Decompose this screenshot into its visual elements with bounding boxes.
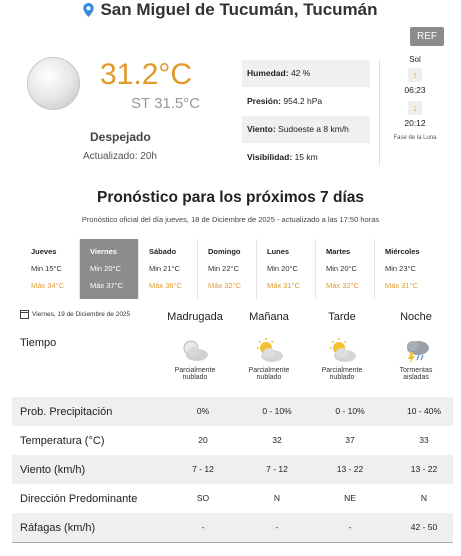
forecast-subtitle: Pronóstico oficial del día jueves, 18 de Diciembre de 2025 - actualizado a las 17:50 horas bbox=[81, 215, 380, 224]
detail-pressure: Presión: 954.2 hPa bbox=[242, 88, 370, 116]
weather-cell: Parcialmente nublado bbox=[307, 338, 377, 381]
period-header: Mañana bbox=[249, 311, 289, 323]
detail-humidity: Humedad: 42 % bbox=[242, 60, 370, 88]
tab-day-selected[interactable]: Viernes Min 20°C Máx 37°C bbox=[80, 239, 139, 299]
partly-cloudy-sun-icon bbox=[254, 338, 284, 364]
tab-day[interactable]: Sábado Min 21°C Máx 36°C bbox=[139, 239, 198, 299]
location-pin-icon bbox=[83, 3, 94, 17]
current-details bbox=[242, 60, 370, 172]
weather-cell: Parcialmente nublado bbox=[160, 338, 230, 381]
divider bbox=[12, 542, 453, 543]
sunset-time: 20:12 bbox=[404, 118, 426, 128]
forecast-date: Viernes, 19 de Diciembre de 2025 bbox=[20, 310, 130, 319]
current-condition: Despejado bbox=[90, 130, 151, 144]
table-row: Temperatura (°C) 20 32 37 33 bbox=[20, 434, 429, 447]
sunset-icon: ↓ bbox=[408, 101, 422, 115]
period-header: Madrugada bbox=[167, 311, 223, 323]
weather-cell: Parcialmente nublado bbox=[234, 338, 304, 381]
forecast-title: Pronóstico para los próximos 7 días bbox=[96, 189, 365, 206]
moon-phase: Fase de la Luna bbox=[393, 135, 437, 141]
table-row: Viento (km/h) 7 - 12 7 - 12 13 - 22 13 - 22 bbox=[12, 455, 453, 484]
tab-day[interactable]: Domingo Min 22°C Máx 32°C bbox=[198, 239, 257, 299]
detail-visibility: Visibilidad: 15 km bbox=[242, 144, 370, 172]
sunrise-icon: ↑ bbox=[408, 68, 422, 82]
location-header bbox=[0, 0, 461, 22]
table-row: Prob. Precipitación 0% 0 - 10% 0 - 10% 10 - 40% bbox=[12, 397, 453, 426]
calendar-icon bbox=[20, 310, 29, 319]
feels-like-temperature: ST 31.5°C bbox=[131, 95, 201, 112]
weather-cell: Tormentas aisladas bbox=[381, 338, 451, 381]
detail-wind: Viento: Sudoeste a 8 km/h bbox=[242, 116, 370, 144]
tab-day[interactable]: Lunes Min 20°C Máx 31°C bbox=[257, 239, 316, 299]
thunderstorm-icon bbox=[401, 338, 431, 364]
location-name: San Miguel de Tucumán, Tucumán bbox=[100, 0, 378, 19]
tab-day[interactable]: Miércoles Min 23°C Máx 31°C bbox=[385, 247, 420, 290]
tab-day[interactable]: Jueves Min 15°C Máx 34°C bbox=[21, 239, 80, 299]
tab-day[interactable]: Martes Min 20°C Máx 32°C bbox=[316, 239, 375, 299]
forecast-table bbox=[12, 397, 453, 542]
cloud-moon-icon bbox=[180, 338, 210, 364]
partly-cloudy-sun-icon bbox=[327, 338, 357, 364]
day-tabs bbox=[21, 239, 434, 299]
tiempo-label: Tiempo bbox=[20, 337, 57, 349]
period-header: Tarde bbox=[328, 311, 356, 323]
sun-panel bbox=[380, 55, 450, 142]
clear-night-icon bbox=[27, 57, 80, 110]
current-temperature: 31.2°C bbox=[100, 58, 193, 91]
table-row: Ráfagas (km/h) - - - 42 - 50 bbox=[12, 513, 453, 542]
period-header: Noche bbox=[400, 311, 432, 323]
sunrise-time: 06:23 bbox=[404, 85, 426, 95]
ref-button[interactable]: REF bbox=[410, 27, 444, 46]
updated-time: Actualizado: 20h bbox=[83, 151, 157, 162]
table-row: Dirección Predominante SO N NE N bbox=[20, 492, 428, 505]
sun-title: Sol bbox=[409, 55, 421, 64]
